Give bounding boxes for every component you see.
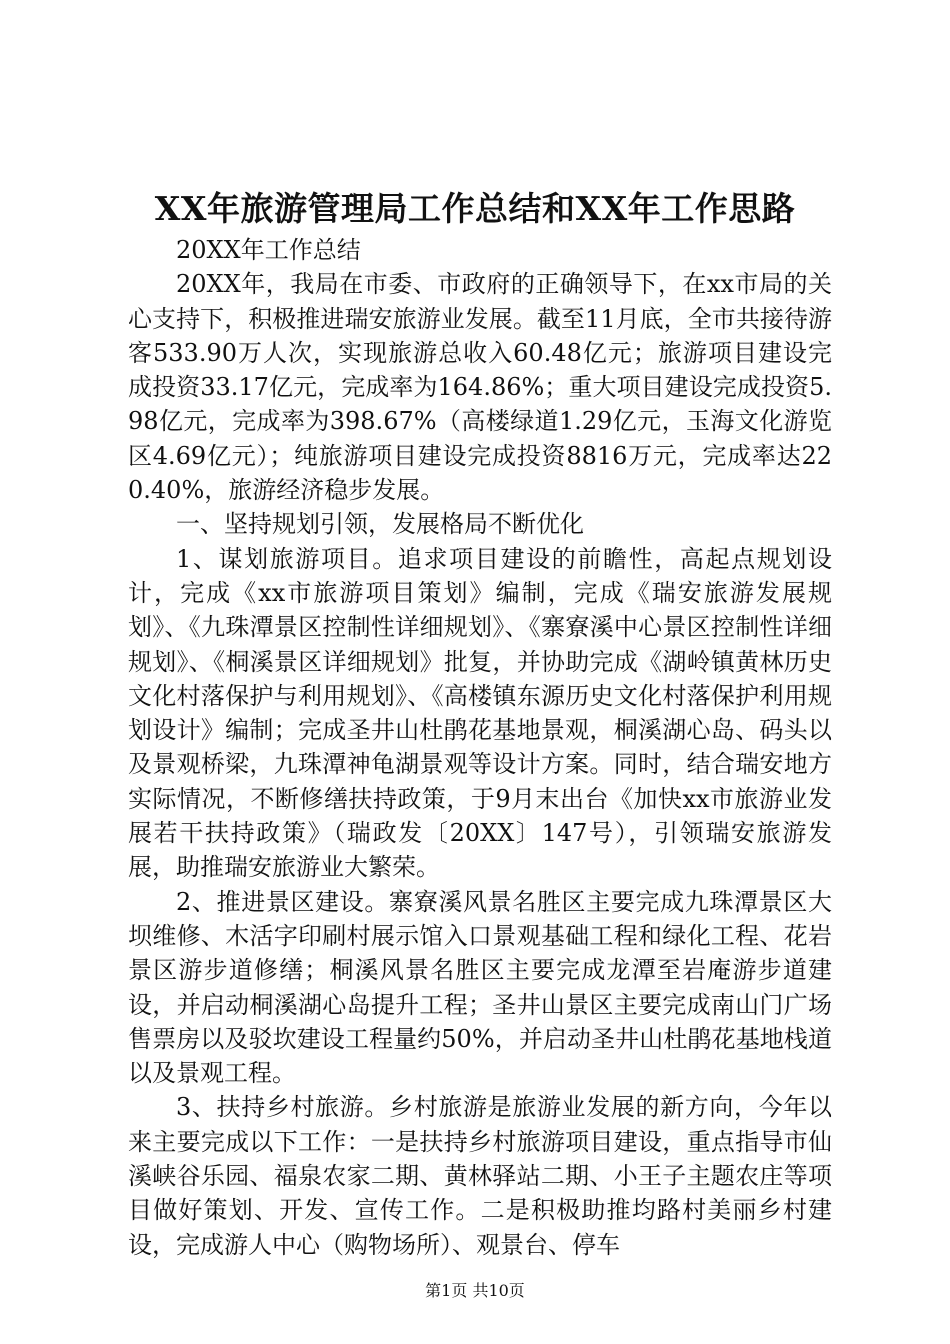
- paragraph-rural-tourism: 3、扶持乡村旅游。乡村旅游是旅游业发展的新方向，今年以来主要完成以下工作：一是扶持乡村旅游项目建设，重点指导市仙溪峡谷乐园、福泉农家二期、黄林驿站二期、小王子主题农庄等项目做好策划、开发、宣传工作。二是积极助推均路村美丽乡村建设，完成游人中心（购物场所）、观景台、停车: [128, 1093, 832, 1259]
- paragraph-tourism-projects: 1、谋划旅游项目。追求项目建设的前瞻性，高起点规划设计，完成《xx市旅游项目策划》编制，完成《瑞安旅游发展规划》、《九珠潭景区控制性详细规划》、《寨寮溪中心景区控制性详细规划》、《桐溪景区详细规划》批复，并协助完成《湖岭镇黄林历史文化村落保护与利用规划》、《高楼镇东源历史文化村落保护利用规划设计》编制；完成圣井山杜鹃花基地景观，桐溪湖心岛、码头以及景观桥梁，九珠潭神龟湖景观等设计方案。同时，结合瑞安地方实际情况，不断修缮扶持政策，于9月末出台《加快xx市旅游业发展若干扶持政策》（瑞政发〔20XX〕147号），引领瑞安旅游发展，助推瑞安旅游业大繁荣。: [128, 544, 832, 882]
- section-heading-planning: 一、坚持规划引领，发展格局不断优化: [176, 510, 584, 539]
- paragraph-scenic-construction: 2、推进景区建设。寨寮溪风景名胜区主要完成九珠潭景区大坝维修、木活字印刷村展示馆入口景观基础工程和绿化工程、花岩景区游步道修缮；桐溪风景名胜区主要完成龙潭至岩庵游步道建设，并启动桐溪湖心岛提升工程；圣井山景区主要完成南山门广场售票房以及驳坎建设工程量约50%，并启动圣井山杜鹃花基地栈道以及景观工程。: [128, 887, 832, 1088]
- paragraph-overview: 20XX年，我局在市委、市政府的正确领导下，在xx市局的关心支持下，积极推进瑞安旅游业发展。截至11月底，全市共接待游客533.90万人次，实现旅游总收入60.48亿元；旅游项目建设完成投资33.17亿元，完成率为164.86%；重大项目建设完成投资5.98亿元，完成率为398.67%（高楼绿道1.29亿元，玉海文化游览区4.69亿元）；纯旅游项目建设完成投资8816万元，完成率达220.40%，旅游经济稳步发展。: [128, 270, 832, 505]
- page-footer: 第1页 共10页: [425, 1281, 525, 1300]
- paragraph-summary-heading: 20XX年工作总结: [176, 236, 361, 264]
- document-title: XX年旅游管理局工作总结和XX年工作思路: [154, 189, 796, 228]
- document-body: [128, 233, 832, 1262]
